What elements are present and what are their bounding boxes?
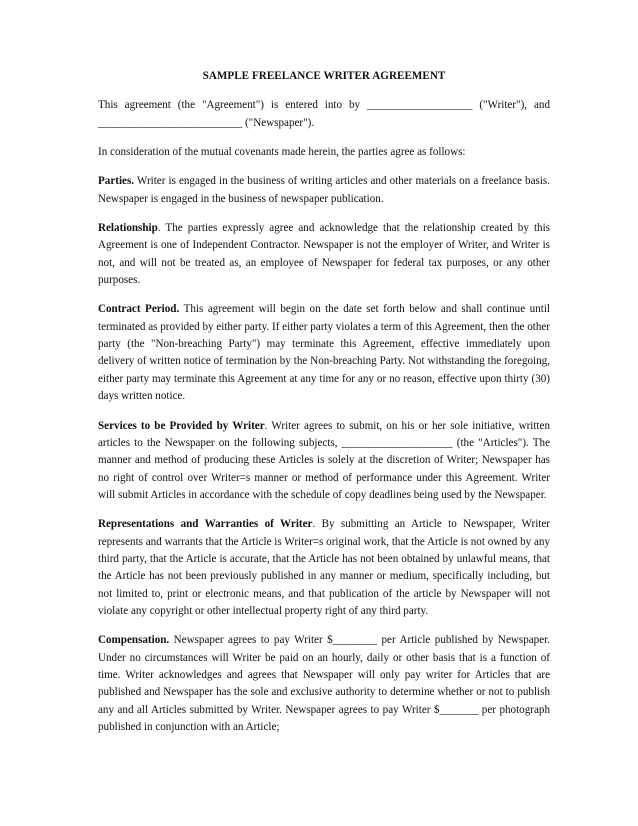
section-body: . By submitting an Article to Newspaper, Writer represents and warrants that the Article is Writer=s original work, that the Article is not owned by any third party, that the Article is accurate, that the Article has not been obtained by unlawful means, that the Article has not been previously published in any manner or medium, specifically including, but not limited to, print or electronic means, and that publication of the article by Newspaper will not violate any copyright or other intellectual property right of any third party. bbox=[98, 518, 550, 617]
section-heading: Services to be Provided by Writer bbox=[98, 419, 265, 432]
section-body: Writer is engaged in the business of writing articles and other materials on a freelance basis. Newspaper is engaged in the business of newspaper publication. bbox=[98, 175, 550, 205]
document-page bbox=[98, 68, 550, 748]
section-heading: Representations and Warranties of Writer bbox=[98, 518, 313, 531]
section-body: . The parties expressly agree and acknowledge that the relationship created by this Agreement is one of Independent Contractor. Newspaper is not the employer of Writer, and Writer is not, and will not be treated as, an employee of Newspaper for federal tax purposes, or any other purposes. bbox=[98, 222, 550, 287]
section-body: Newspaper agrees to pay Writer $________ per Article published by Newspaper. Under no circumstances will Writer be paid on an hourly, daily or other basis that is a function of time. Writer acknowledges and agrees that Newspaper will only pay writer for Articles that are published and Newspaper has the sole and exclusive authority to determine whether or not to publish any and all Articles submitted by Writer. Newspaper agrees to pay Writer $_______ per photograph published in conjunction with an Article; bbox=[98, 634, 550, 733]
section-heading: Parties. bbox=[98, 175, 135, 188]
intro-paragraph: This agreement (the "Agreement") is entered into by ___________________ ("Writer"), and __________________________ ("Newspaper"). bbox=[98, 99, 550, 129]
section-parties bbox=[98, 173, 550, 208]
section-body: . Writer agrees to submit, on his or her sole initiative, written articles to the Newspaper on the following subjects, ____________________ (the "Articles"). The manner and method of producing these Articles is solely at the discretion of Writer; Newspaper has no right of control over Writer=s manner or method of performance under this Agreement. Writer will submit Articles in accordance with the schedule of copy deadlines being used by the Newspaper. bbox=[98, 419, 550, 501]
section-compensation bbox=[98, 632, 550, 736]
consideration-paragraph: In consideration of the mutual covenants made herein, the parties agree as follows: bbox=[98, 146, 466, 159]
section-services bbox=[98, 418, 550, 505]
section-body: This agreement will begin on the date set forth below and shall continue until terminated as provided by either party. If either party violates a term of this Agreement, then the other party (the "Non-breaching Party") may terminate this Agreement, effective immediately upon delivery of written notice of termination by the Non-breaching Party. Not withstanding the foregoing, either party may terminate this Agreement at any time for any or no reason, effective upon thirty (30) days written notice. bbox=[98, 303, 550, 403]
section-heading: Compensation. bbox=[98, 634, 170, 647]
section-contract-period bbox=[98, 301, 550, 405]
section-heading: Relationship bbox=[98, 222, 158, 235]
document-title: SAMPLE FREELANCE WRITER AGREEMENT bbox=[202, 70, 446, 82]
section-representations bbox=[98, 516, 550, 620]
section-heading: Contract Period. bbox=[98, 303, 180, 316]
section-relationship bbox=[98, 220, 550, 289]
